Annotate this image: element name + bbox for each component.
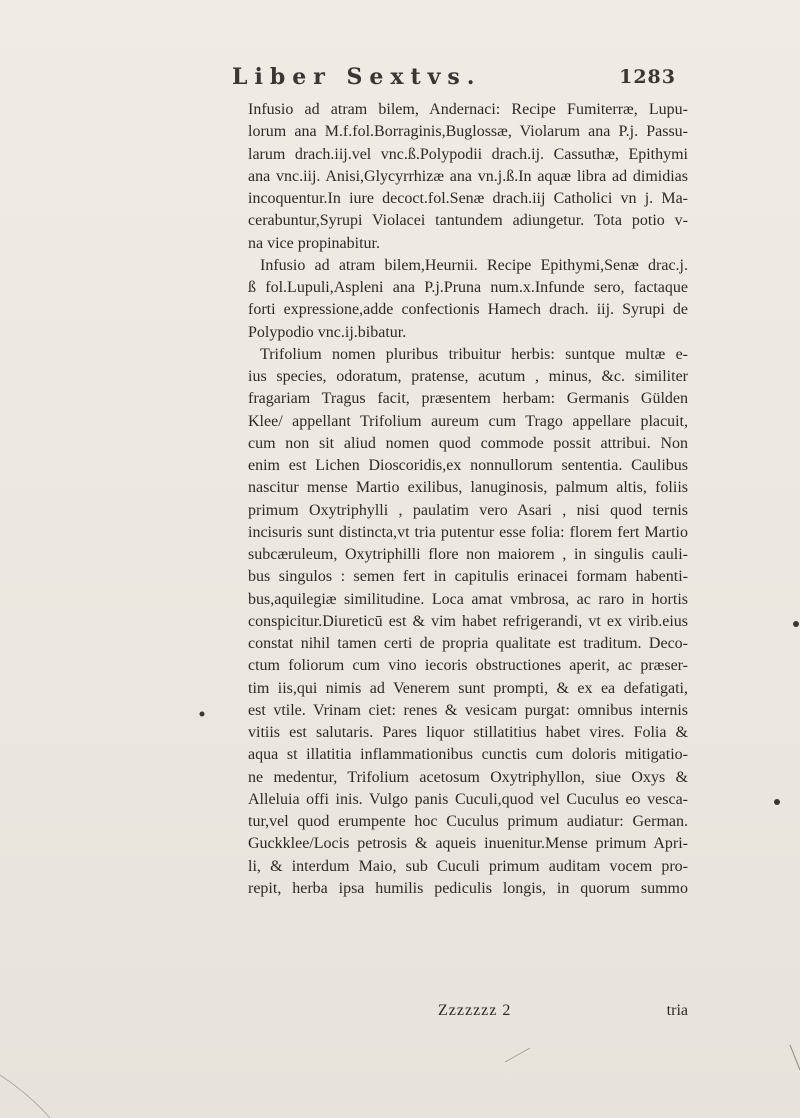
body-text	[248, 99, 688, 900]
text-line: Infusio ad atram bilem,Heurnii. Recipe Epithymi,Senæ drac.j.	[260, 256, 688, 274]
text-line: Klee/ appellant Trifolium aureum cum Trago appellare placuit,	[248, 412, 688, 430]
text-line: tim iis,qui nimis ad Venerem sunt prompti, & ex ea defatigati,	[248, 679, 688, 697]
text-line: ana vnc.iij. Anisi,Glycyrrhizæ ana vn.j.ß.In aquæ libra ad dimidias	[248, 167, 688, 185]
text-line: ß fol.Lupuli,Aspleni ana P.j.Pruna num.x.Infunde sero, factaque	[248, 279, 688, 296]
text-line: Infusio ad atram bilem, Andernaci: Recipe Fumiterræ, Lupu-	[248, 101, 688, 118]
text-line: Alleluia offi inis. Vulgo panis Cuculi,quod vel Cuculus eo vesca-	[248, 790, 688, 808]
page-number: 1283	[619, 66, 676, 88]
text-line: tur,vel quod erumpente hoc Cuculus primum audiatur: German.	[248, 813, 688, 830]
text-line: nascitur mense Martio exilibus, lanuginosis, palmum altis, foliis	[248, 479, 688, 497]
running-header	[0, 64, 800, 98]
text-line: conspicitur.Diureticū est & vim habet refrigerandi, vt ex virib.eius	[248, 612, 688, 630]
text-line: Guckklee/Locis petrosis & aqueis inuenitur.Mense primum Apri-	[248, 835, 688, 853]
text-line: ctum foliorum cum vino iecoris obstructiones aperit, ac præser-	[248, 657, 688, 675]
catchword: tria	[666, 1002, 688, 1019]
signature-mark: Zzzzzzz 2	[438, 1002, 512, 1019]
text-line: Trifolium nomen pluribus tribuitur herbis: suntque multæ e-	[260, 345, 688, 363]
pencil-mark	[505, 1048, 530, 1062]
page-crease	[790, 1045, 800, 1070]
text-line: ne medentur, Trifolium acetosum Oxytriphyllon, siue Oxys &	[248, 768, 688, 786]
corner-crease	[0, 1075, 50, 1118]
text-line: repit, herba ipsa humilis pediculis longis, in quorum summo	[248, 879, 688, 897]
text-line: vitiis est salutaris. Pares liquor stillatitius habet vires. Folia &	[248, 724, 688, 741]
text-line: na vice propinabitur.	[248, 234, 380, 252]
text-line: lorum ana M.f.fol.Borraginis,Buglossæ, Violarum ana P.j. Passu-	[248, 123, 688, 141]
text-line: incoquentur.In iure decoct.fol.Senæ drach.iij Catholici vn j. Ma-	[248, 190, 688, 207]
text-line: forti expressione,adde confectionis Hamech drach. iij. Syrupi de	[248, 301, 688, 319]
ink-spot-left	[200, 712, 205, 717]
text-line: cerabuntur,Syrupi Violacei tantundem adiungetur. Tota potio v-	[248, 212, 688, 230]
ink-spot-right	[793, 621, 799, 627]
text-line: est vtile. Vrinam ciet: renes & vesicam purgat: omnibus internis	[248, 701, 688, 719]
text-line: Polypodio vnc.ij.bibatur.	[248, 323, 407, 341]
text-line: primum Oxytriphylli , paulatim vero Asari , nisi quod ternis	[248, 501, 688, 519]
page-footer	[248, 1002, 688, 1026]
text-line: larum drach.iij.vel vnc.ß.Polypodii drach.ij. Cassuthæ, Epithymi	[248, 145, 688, 163]
text-line: ius species, odoratum, pratense, acutum , minus, &c. similiter	[248, 368, 688, 385]
text-line: bus,aquilegiæ similitudine. Loca amat vmbrosa, ac raro in hortis	[248, 590, 688, 608]
running-title: Liber Sextvs.	[232, 64, 482, 90]
text-line: aqua st illatitia inflammationibus cunctis cum doloris mitigatio-	[248, 746, 688, 764]
text-line: constat nihil tamen certi de propria qualitate est traditum. Deco-	[248, 635, 688, 652]
text-line: bus singulos : semen fert in capitulis erinacei formam habenti-	[248, 568, 688, 586]
text-line: enim est Lichen Dioscoridis,ex nonnullorum sententia. Caulibus	[248, 457, 688, 474]
text-line: incisuris sunt distincta,vt tria putentur esse folia: florem fert Martio	[248, 523, 688, 541]
text-line: li, & interdum Maio, sub Cuculi primum auditam vocem pro-	[248, 857, 688, 875]
text-line: fragariam Tragus facit, præsentem herbam: Germanis Gülden	[248, 390, 688, 408]
text-line: subcæruleum, Oxytriphilli flore non maiorem , in singulis cauli-	[248, 546, 688, 563]
ink-spot-right-lower	[774, 799, 780, 805]
text-line: cum non sit aliud nomen quod commode possit attribui. Non	[248, 434, 688, 452]
